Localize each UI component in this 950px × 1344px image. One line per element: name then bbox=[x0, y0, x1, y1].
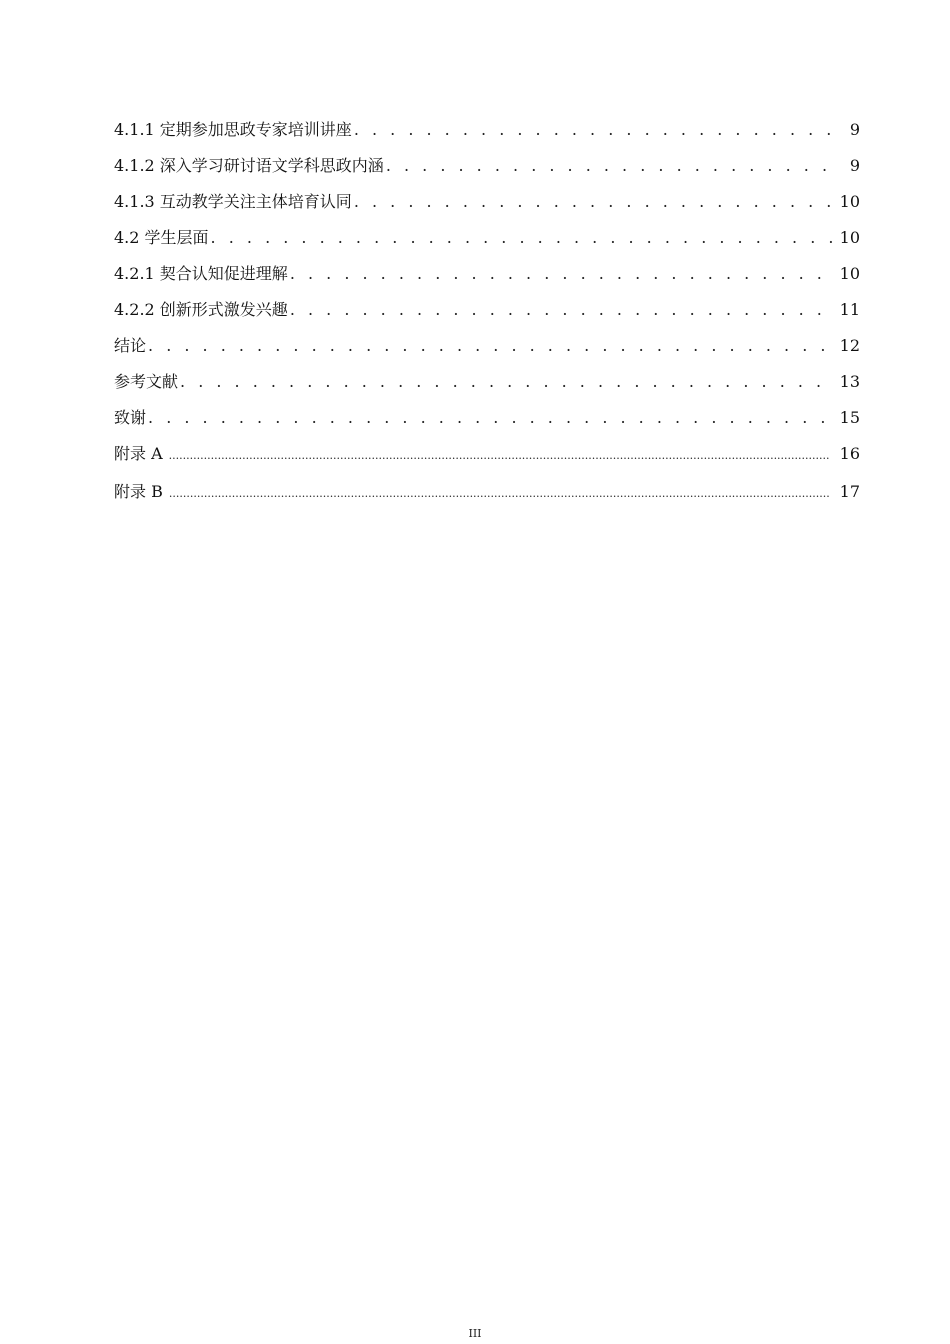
toc-entry-label: 4.1.1 定期参加思政专家培训讲座 bbox=[114, 120, 352, 139]
toc-entry-label: 致谢 bbox=[114, 408, 147, 427]
toc-entry[interactable] bbox=[114, 406, 860, 442]
toc-entry-page: 10 bbox=[839, 192, 860, 211]
toc-entry-page: 10 bbox=[839, 228, 860, 247]
toc-entry-page: 13 bbox=[839, 372, 860, 391]
toc-entry-page: 17 bbox=[839, 482, 860, 501]
toc-leader-dots bbox=[148, 334, 832, 358]
toc-leader-dots bbox=[290, 298, 832, 322]
toc-entry[interactable] bbox=[114, 226, 860, 262]
toc-entry-label: 4.2.2 创新形式激发兴趣 bbox=[114, 300, 288, 319]
toc-leader-dots bbox=[180, 370, 832, 394]
toc-entry-page: 9 bbox=[849, 120, 860, 139]
page-number: III bbox=[468, 1327, 482, 1340]
toc-leader-dots bbox=[290, 262, 832, 286]
toc-leader-dots bbox=[354, 118, 832, 142]
toc-entry-label: 4.2.1 契合认知促进理解 bbox=[114, 264, 288, 283]
toc-entry-label: 结论 bbox=[114, 336, 147, 355]
toc-leader-dots bbox=[169, 482, 830, 506]
toc-entry[interactable] bbox=[114, 370, 860, 406]
toc-entry-label: 附录 A bbox=[114, 444, 163, 463]
toc-leader-dots bbox=[386, 154, 832, 178]
toc-leader-dots bbox=[148, 406, 832, 430]
toc-leader-dots bbox=[169, 444, 830, 468]
toc-entry-appendix-b[interactable] bbox=[114, 480, 860, 518]
toc-entry-page: 9 bbox=[849, 156, 860, 175]
toc-entry-label: 参考文献 bbox=[114, 372, 179, 391]
toc-entry[interactable] bbox=[114, 334, 860, 370]
table-of-contents bbox=[114, 118, 860, 518]
toc-entry-page: 11 bbox=[839, 300, 860, 319]
toc-entry-label: 4.1.3 互动教学关注主体培育认同 bbox=[114, 192, 352, 211]
toc-entry[interactable] bbox=[114, 190, 860, 226]
toc-entry-label: 4.2 学生层面 bbox=[114, 228, 209, 247]
toc-entry-page: 12 bbox=[839, 336, 860, 355]
toc-entry-appendix-a[interactable] bbox=[114, 442, 860, 480]
toc-entry-page: 16 bbox=[839, 444, 860, 463]
toc-entry[interactable] bbox=[114, 118, 860, 154]
toc-entry[interactable] bbox=[114, 154, 860, 190]
toc-entry-page: 15 bbox=[839, 408, 860, 427]
toc-entry-page: 10 bbox=[839, 264, 860, 283]
toc-entry[interactable] bbox=[114, 262, 860, 298]
toc-leader-dots bbox=[211, 226, 832, 250]
toc-entry-label: 附录 B bbox=[114, 482, 163, 501]
toc-leader-dots bbox=[354, 190, 832, 214]
toc-entry[interactable] bbox=[114, 298, 860, 334]
toc-entry-label: 4.1.2 深入学习研讨语文学科思政内涵 bbox=[114, 156, 384, 175]
